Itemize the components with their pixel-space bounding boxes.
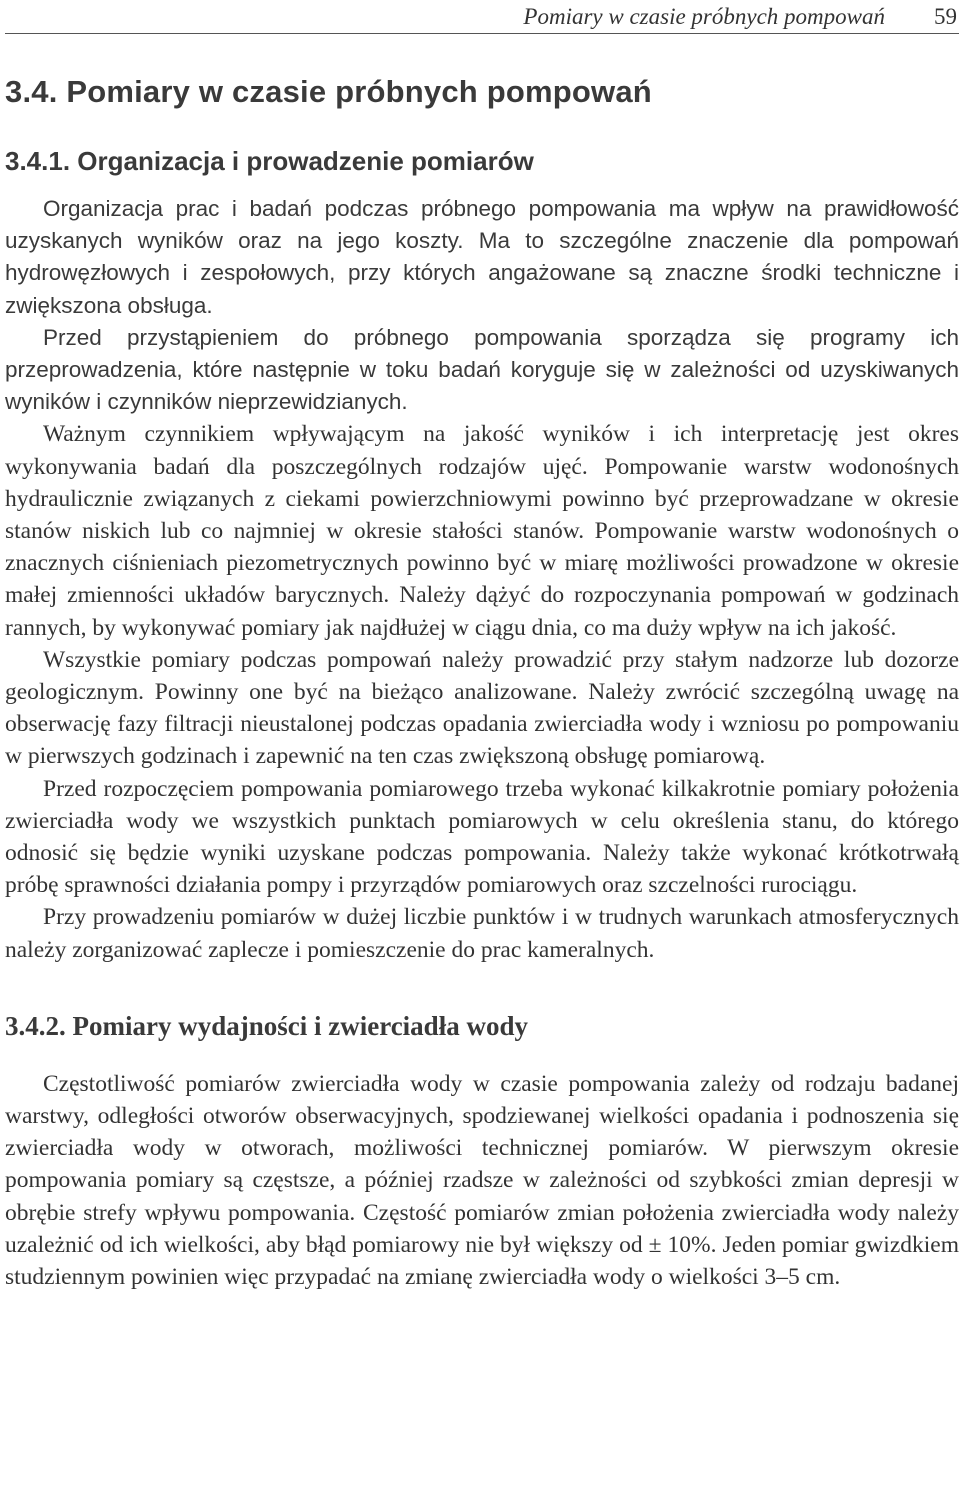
paragraph: Przed przystąpieniem do próbnego pompowania sporządza się programy ich przeprowadzenia, które następnie w toku badań koryguje się w zależności od uzyskiwanych wyników i czynników nieprzewidzianych.	[5, 324, 959, 415]
subsection-1-body-continued	[5, 418, 959, 965]
page-number: 59	[934, 4, 957, 29]
subsection-1-body	[5, 193, 959, 418]
document-page	[5, 0, 959, 1293]
paragraph: Ważnym czynnikiem wpływającym na jakość wyników i ich interpretację jest okres wykonywania badań dla poszczególnych rodzajów ujęć. Pompowanie warstw wodonośnych hydraulicznie związanych z ciekami powierzchniowymi powinno być przeprowadzane w okresie stanów niskich lub co najmniej w okresie stałości stanów. Pompowanie warstw wodonośnych o znacznych ciśnieniach piezometrycznych powinno być w miarę możliwości prowadzone w okresie małej zmienności układów barycznych. Należy dążyć do rozpoczynania pompowań w godzinach rannych, by wykonywać pomiary jak najdłużej w ciągu dnia, co ma duży wpływ na ich jakość.	[5, 421, 959, 641]
subsection-2-body	[5, 1068, 959, 1293]
subsection-heading-2: 3.4.2. Pomiary wydajności i zwierciadła wody	[5, 1010, 528, 1041]
paragraph: Wszystkie pomiary podczas pompowań należy prowadzić przy stałym nadzorze lub dozorze geologicznym. Powinny one być na bieżąco analizowane. Należy zwrócić szczególną uwagę na obserwację fazy filtracji nieustalonej podczas opadania zwierciadła wody i wzniosu po pompowaniu w pierwszych godzinach i zapewnić na ten czas zwiększoną obsługę pomiarową.	[5, 646, 959, 770]
running-header	[5, 0, 959, 34]
subsection-heading-1: 3.4.1. Organizacja i prowadzenie pomiarów	[5, 146, 534, 176]
paragraph: Przy prowadzeniu pomiarów w dużej liczbie punktów i w trudnych warunkach atmosferycznych należy zorganizować zaplecze i pomieszczenie do prac kameralnych.	[5, 904, 959, 963]
section-heading: 3.4. Pomiary w czasie próbnych pompowań	[5, 74, 652, 109]
paragraph: Częstotliwość pomiarów zwierciadła wody w czasie pompowania zależy od rodzaju badanej warstwy, odległości otworów obserwacyjnych, spodziewanej wielkości opadania i podnoszenia się zwierciadła wody w otworach, możliwości technicznej pomiarów. W pierwszym okresie pompowania pomiary są częstsze, a później rzadsze w zależności od szybkości zmian depresji w obrębie strefy wpływu pompowania. Częstość pomiarów zmian położenia zwierciadła wody należy uzależnić od ich wielkości, aby błąd pomiarowy nie był większy od ± 10%. Jeden pomiar gwizdkiem studziennym powinien więc przypadać na zmianę zwierciadła wody o wielkości 3–5 cm.	[5, 1070, 959, 1291]
running-title: Pomiary w czasie próbnych pompowań	[523, 4, 885, 29]
paragraph: Przed rozpoczęciem pompowania pomiarowego trzeba wykonać kilkakrotnie pomiary położenia zwierciadła wody we wszystkich punktach pomiarowych w celu określenia stanu, do którego odnosić się będzie wyniki uzyskane podczas pompowania. Należy także wykonać krótkotrwałą próbę sprawności działania pompy i przyrządów pomiarowych oraz szczelności rurociągu.	[5, 775, 959, 899]
paragraph: Organizacja prac i badań podczas próbnego pompowania ma wpływ na prawidłowość uzyskanych wyników oraz na jego koszty. Ma to szczególne znaczenie dla pompowań hydrowęzłowych i zespołowych, przy których angażowane są znaczne środki techniczne i zwiększona obsługa.	[5, 196, 959, 318]
